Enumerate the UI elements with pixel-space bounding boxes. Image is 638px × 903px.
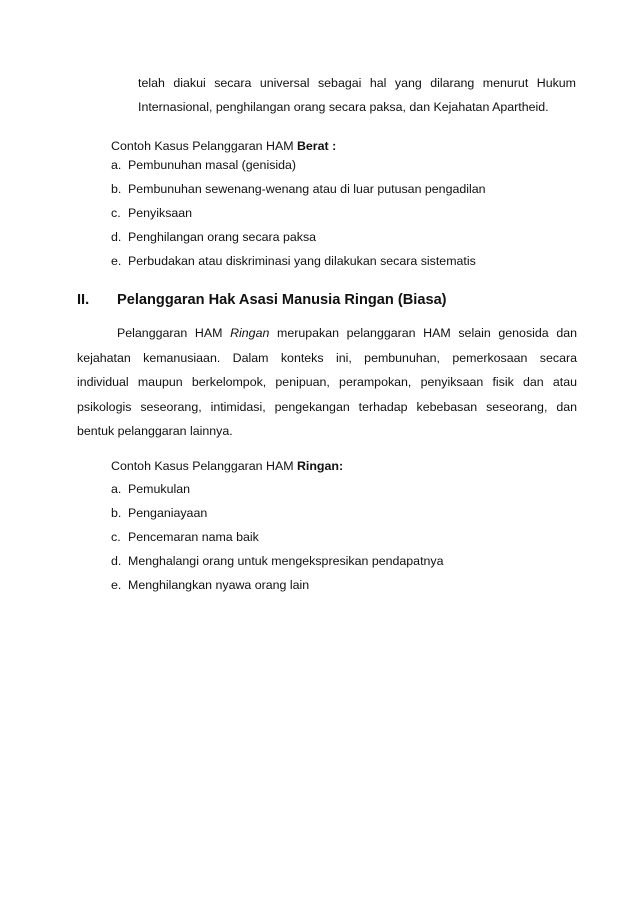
ringan-examples-list xyxy=(111,477,444,597)
paragraph-line-1-end: merupakan pelanggaran HAM selain genosida dan xyxy=(269,326,577,340)
list-item xyxy=(111,525,444,549)
paragraph-line-2: kejahatan kemanusiaan. Dalam konteks ini, pembunuhan, pemerkosaan secara xyxy=(77,350,577,365)
berat-title-bold: Berat : xyxy=(296,139,337,153)
list-marker: c. xyxy=(111,530,121,544)
list-marker: e. xyxy=(111,254,122,268)
list-item-text: Pencemaran nama baik xyxy=(128,530,259,544)
list-marker: a. xyxy=(111,158,122,172)
paragraph-line-5: bentuk pelanggaran lainnya. xyxy=(77,424,233,438)
ringan-title-bold: Ringan: xyxy=(296,459,344,473)
list-item-text: Penyiksaan xyxy=(128,206,193,220)
list-item-text: Pemukulan xyxy=(128,482,190,496)
list-item-text: Menghilangkan nyawa orang lain xyxy=(128,578,310,592)
list-item xyxy=(111,477,444,501)
list-item-text: Penganiayaan xyxy=(128,506,208,520)
paragraph-line-1-start: Pelanggaran HAM xyxy=(117,326,231,340)
list-item xyxy=(111,573,444,597)
list-item xyxy=(111,153,486,177)
continuation-line-2: Internasional, penghilangan orang secara paksa, dan Kejahatan Apartheid. xyxy=(138,100,549,114)
paragraph-line-1 xyxy=(77,321,577,346)
list-marker: d. xyxy=(111,554,122,568)
body-paragraph xyxy=(77,321,577,444)
list-item xyxy=(111,249,486,273)
section-title: Pelanggaran Hak Asasi Manusia Ringan (Biasa) xyxy=(117,292,447,308)
list-marker: e. xyxy=(111,578,122,592)
list-marker: b. xyxy=(111,182,122,196)
continuation-line-1: telah diakui secara universal sebagai hal yang dilarang menurut Hukum xyxy=(138,76,576,90)
section-number: II. xyxy=(77,292,90,308)
ringan-examples-title xyxy=(111,454,343,478)
paragraph-line-3: individual maupun berkelompok, penipuan, perampokan, penyiksaan fisik dan atau xyxy=(77,375,577,389)
list-marker: b. xyxy=(111,506,122,520)
continuation-text xyxy=(138,71,576,119)
list-item xyxy=(111,501,444,525)
list-marker: c. xyxy=(111,206,121,220)
list-item xyxy=(111,177,486,201)
list-item-text: Perbudakan atau diskriminasi yang dilakukan secara sistematis xyxy=(128,254,476,268)
list-marker: a. xyxy=(111,482,122,496)
paragraph-line-4: psikologis seseorang, intimidasi, pengekangan terhadap kebebasan seseorang, dan xyxy=(77,399,577,414)
ringan-title-prefix: Contoh Kasus Pelanggaran HAM xyxy=(111,459,297,473)
paragraph-emphasis: Ringan xyxy=(230,326,270,340)
berat-title-prefix: Contoh Kasus Pelanggaran HAM xyxy=(111,139,297,153)
list-item-text: Menghalangi orang untuk mengekspresikan pendapatnya xyxy=(128,554,444,568)
berat-examples-list xyxy=(111,153,486,273)
list-item-text: Pembunuhan masal (genisida) xyxy=(128,158,297,172)
section-heading xyxy=(77,289,447,311)
list-item xyxy=(111,201,486,225)
list-item xyxy=(111,549,444,573)
list-item-text: Pembunuhan sewenang-wenang atau di luar putusan pengadilan xyxy=(128,182,486,196)
list-marker: d. xyxy=(111,230,122,244)
list-item-text: Penghilangan orang secara paksa xyxy=(128,230,317,244)
list-item xyxy=(111,225,486,249)
